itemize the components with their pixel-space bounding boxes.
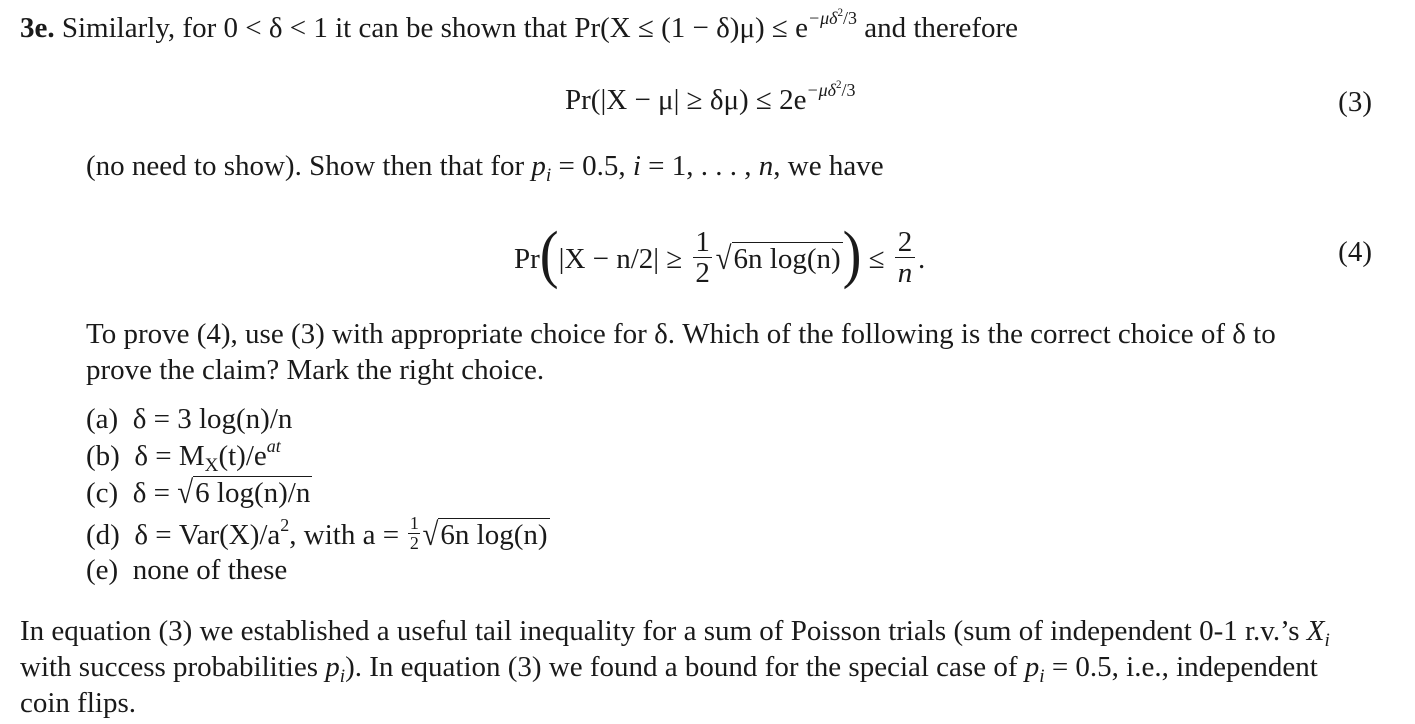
option-d[interactable]: (d) $\delta = Var(X)/a^2$, with a = $\frac{1}{2}$ √6n log(n) — [86, 513, 548, 554]
option-c-sqrt: √6 log(n)/n — [177, 475, 311, 511]
equation-number-4: (4) — [1338, 236, 1372, 268]
option-a[interactable]: (a) δ = 3 log(n)/n — [86, 403, 293, 435]
eq4-rhs-fraction: $\frac{2}{n}$ — [895, 227, 914, 289]
note-line: (no need to show). Show then that for $p_i = 0.5$, i = 1, . . . , n, we have — [86, 150, 884, 186]
question-line-1: To prove (4), use (3) with appropriate choice for δ. Which of the following is the correct choice of δ to — [86, 318, 1276, 350]
option-b[interactable]: (b) $\delta = M_X(t)/e^{at}$ — [86, 436, 281, 476]
intro-exponent: −μδ2/3 — [807, 7, 857, 29]
option-e[interactable]: (e) none of these — [86, 554, 288, 586]
equation-3: $Pr(|X - \mu| \ge \delta\mu) \le 2e^{-\mu\delta^2/3}$ — [565, 79, 856, 116]
equation-4: Pr(|X − n/2| ≥ $\frac{1}{2}$ √6n log(n)) ≤ $\frac{2}{n}$ . — [514, 218, 926, 291]
eq4-half-fraction: $\frac{1}{2}$ — [693, 227, 712, 289]
intro-text: Similarly, for 0 < δ < 1 it can be shown that Pr(X ≤ (1 − δ)μ) ≤ e — [61, 12, 808, 44]
problem-intro — [20, 7, 1019, 44]
footer-line-2: with success probabilities $p_i$). In equation (3) we found a bound for the special case of $p_i = 0.5$, i.e., independent — [20, 651, 1318, 687]
intro-after: and therefore — [857, 12, 1019, 44]
eq4-sqrt: √6n log(n) — [715, 241, 841, 277]
footer-line-1: In equation (3) we established a useful tail inequality for a sum of Poisson trials (sum of independent 0-1 r.v.’s $X_i$ — [20, 615, 1330, 651]
question-line-2: prove the claim? Mark the right choice. — [86, 354, 545, 386]
option-d-sqrt: √6n log(n) — [422, 517, 548, 553]
eq3-exponent: −μδ2/3 — [806, 79, 856, 101]
option-c[interactable]: (c) δ = √6 log(n)/n — [86, 475, 311, 511]
option-d-half-fraction: $\frac{1}{2}$ — [409, 513, 419, 554]
footer-line-3: coin flips. — [20, 687, 136, 719]
equation-number-3: (3) — [1338, 86, 1372, 118]
problem-label: 3e. — [20, 12, 55, 44]
